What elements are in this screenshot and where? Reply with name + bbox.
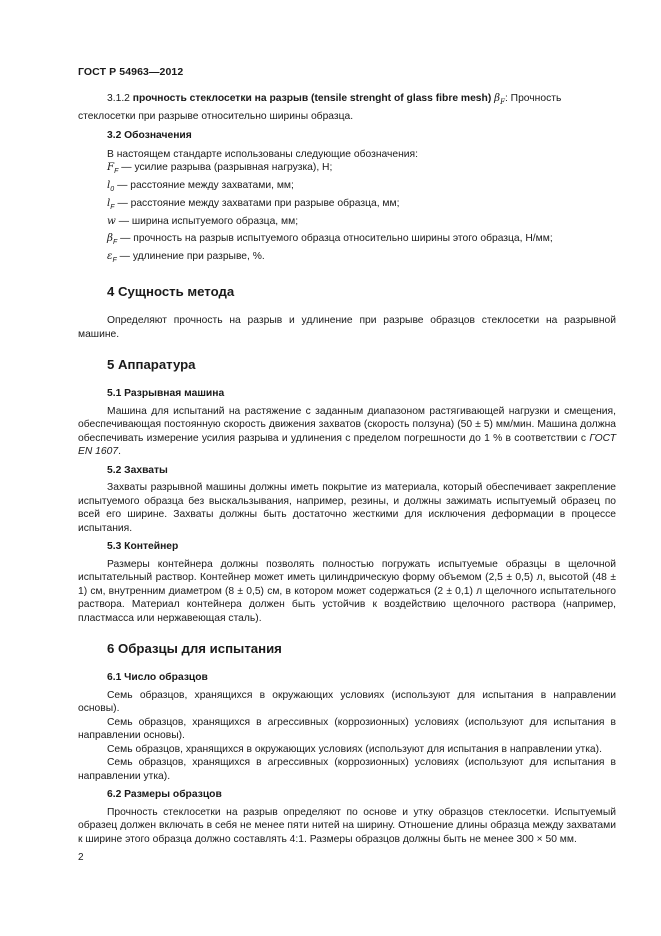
symbols-intro: В настоящем стандарте использованы следующие обозначения: <box>107 148 418 160</box>
symbol: w <box>107 214 116 227</box>
section-5-1-title: 5.1 Разрывная машина <box>107 388 225 400</box>
section-6-1-para: Семь образцов, хранящихся в окружающих условиях (используют для испытания в направлении основы). <box>78 689 616 715</box>
symbol: β <box>107 232 113 245</box>
symbol-meaning: — прочность на разрыв испытуемого образца относительно ширины этого образца, Н/мм; <box>117 233 553 245</box>
symbol-definition <box>107 215 616 233</box>
section-6-1-para: Семь образцов, хранящихся в агрессивных (коррозионных) условиях (используют для испытания в направлении утка). <box>78 757 616 782</box>
section-5-1-text: Машина для испытаний на растяжение с заданным диапазоном растягивающей нагрузки и смещения, обеспечивающая постоянную скорость движения захватов (скорость ползуна) (50 ± 5) мм/мин. Машина должна обеспечивать измерение усилия разрыва и удлинения с пределом погрешности до 1 % в соответствии с ГОСТ EN 1607. <box>78 405 616 458</box>
section-5-title: 5 Аппаратура <box>107 357 196 373</box>
symbol-definition: $F_F$ — усилие разрыва (разрывная нагрузка), Н; <box>107 161 333 176</box>
section-4-title: 4 Сущность метода <box>107 284 235 300</box>
symbol-definition: $\beta_F$ — прочность на разрыв испытуемого образца относительно ширины этого образца, Н/мм; <box>107 232 553 247</box>
section-4-text: Определяют прочность на разрыв и удлинение при разрыве образцов стеклосетки на разрывной машине. <box>78 315 616 340</box>
section-5-3-title: 5.3 Контейнер <box>107 541 179 553</box>
page-content <box>78 92 616 846</box>
symbol: F <box>107 161 115 174</box>
symbols-list <box>107 161 616 268</box>
term-symbol: $\beta_F$ <box>494 92 505 107</box>
definition-text-cont: стеклосетки при разрыве относительно ширины образца. <box>78 110 354 122</box>
section-6-1-para: Семь образцов, хранящихся в окружающих условиях (используют для испытания в направлении утка). <box>107 743 602 755</box>
section-3-2-title: 3.2 Обозначения <box>107 130 192 142</box>
symbol-definition: $\varepsilon_F$ — удлинение при разрыве, %. <box>107 250 265 265</box>
clause-number: 3.1.2 <box>107 93 130 104</box>
symbol: ε <box>107 250 113 263</box>
section-6-title: 6 Образцы для испытания <box>107 641 282 657</box>
symbol: l <box>107 178 111 191</box>
section-6-1-title: 6.1 Число образцов <box>107 672 208 684</box>
section-5-2-text: Захваты разрывной машины должны иметь покрытие из материала, который обеспечивает закрепление испытуемого образца без выскальзывания, например, резины, и должны зажимать испытуемый образец по всей его ширине. Захваты должны быть достаточно жесткими для исключения деформации в процессе испытания. <box>78 482 616 534</box>
symbol-meaning: — усилие разрыва (разрывная нагрузка), Н; <box>118 162 333 174</box>
document-header: ГОСТ Р 54963—2012 <box>78 66 184 78</box>
defined-term: прочность стеклосетки на разрыв (tensile strenght of glass fibre mesh) <box>132 93 492 104</box>
symbol-definition: $l_F$ — расстояние между захватами при разрыве образца, мм; <box>107 196 400 211</box>
symbol-meaning: — расстояние между захватами при разрыве образца, мм; <box>114 197 400 209</box>
section-5-3-text: Размеры контейнера должны позволять полностью погружать испытуемые образцы в щелочной испытательный раствор. Контейнер может иметь цилиндрическую форму объемом (2,5 ± 0,5) л, высотой (48 ± 1) см, внутренним диаметром (8 ± 0,5) см, в котором может содержаться (2 ± 0,1) л щелочного испытательного раствора. Материал контейнера должен быть устойчив к воздействию щелочного раствора (например, пластмасса или нержавеющая сталь). <box>78 558 616 624</box>
symbol-meaning: — ширина испытуемого образца, мм; <box>115 215 299 227</box>
symbol-meaning: — расстояние между захватами, мм; <box>114 179 294 191</box>
symbol-definition: $l_0$ — расстояние между захватами, мм; <box>107 178 294 193</box>
page-number: 2 <box>78 852 84 863</box>
standard-reference: ГОСТ EN 1607 <box>78 432 616 458</box>
section-6-2-title: 6.2 Размеры образцов <box>107 789 222 801</box>
section-5-2-title: 5.2 Захваты <box>107 464 168 476</box>
definition-3-1-2: 3.1.2 прочность стеклосетки на разрыв (tensile strenght of glass fibre mesh) $\beta_F$: Прочность <box>107 92 562 107</box>
section-6-1-para: Семь образцов, хранящихся в агрессивных (коррозионных) условиях (используют для испытания в направлении основы). <box>78 716 616 742</box>
symbol: l <box>107 196 111 209</box>
symbol-meaning: — удлинение при разрыве, %. <box>116 251 265 263</box>
definition-text-start: Прочность <box>510 93 562 104</box>
section-6-2-text: Прочность стеклосетки на разрыв определяют по основе и утку образцов стеклосетки. Испытуемый образец должен включать в себя не менее пяти нитей на ширину. Отношение длины образца между захватами к ширине этого образца должно составлять 4:1. Размеры образцов должны быть не менее 300 × 50 мм. <box>78 806 616 845</box>
